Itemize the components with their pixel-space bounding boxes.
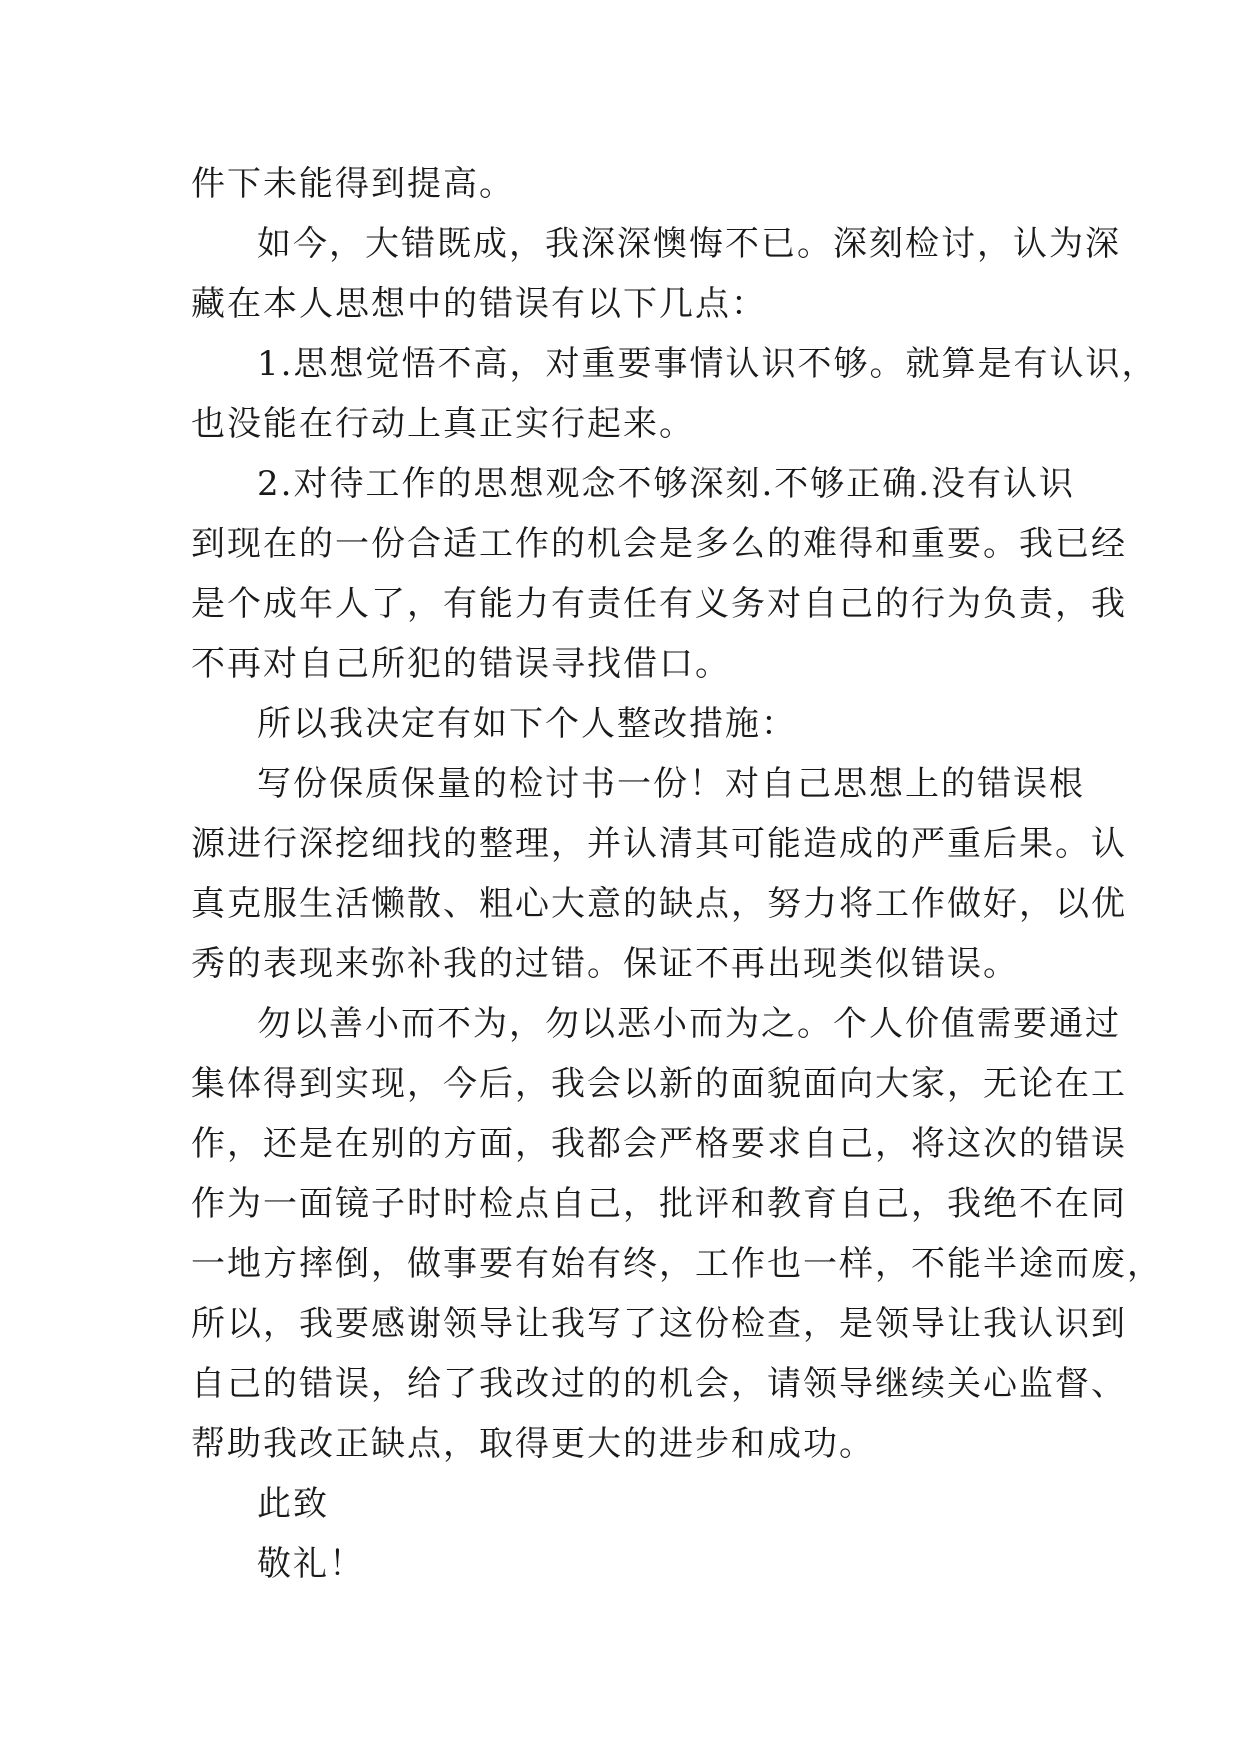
list-item-2-line: 2.对待工作的思想观念不够深刻.不够正确.没有认识 (257, 464, 1076, 504)
paragraph-start-line: 勿以善小而不为，勿以恶小而为之。个人价值需要通过 (257, 1004, 1121, 1044)
text-line: 也没能在行动上真正实行起来。 (191, 404, 695, 444)
closing-regards: 敬礼！ (257, 1544, 365, 1584)
paragraph-start-line: 如今，大错既成，我深深懊悔不已。深刻检讨，认为深 (257, 224, 1121, 264)
list-item-1-line: 1.思想觉悟不高，对重要事情认识不够。就算是有认识， (257, 344, 1158, 384)
text-line: 件下未能得到提高。 (191, 164, 515, 204)
text-line: 作为一面镜子时时检点自己，批评和教育自己，我绝不在同 (191, 1184, 1127, 1224)
text-line: 自己的错误，给了我改过的的机会，请领导继续关心监督、 (191, 1364, 1127, 1404)
text-line: 一地方摔倒，做事要有始有终，工作也一样，不能半途而废， (191, 1244, 1163, 1284)
text-line: 到现在的一份合适工作的机会是多么的难得和重要。我已经 (191, 524, 1127, 564)
text-line: 作，还是在别的方面，我都会严格要求自己，将这次的错误 (191, 1124, 1127, 1164)
text-line: 不再对自己所犯的错误寻找借口。 (191, 644, 731, 684)
text-line: 帮助我改正缺点，取得更大的进步和成功。 (191, 1424, 875, 1464)
paragraph-start-line: 写份保质保量的检讨书一份！对自己思想上的错误根 (257, 764, 1085, 804)
letter-body (191, 154, 1163, 1594)
text-line: 藏在本人思想中的错误有以下几点： (191, 284, 767, 324)
text-line: 集体得到实现，今后，我会以新的面貌面向大家，无论在工 (191, 1064, 1127, 1104)
text-line: 是个成年人了，有能力有责任有义务对自己的行为负责，我 (191, 584, 1127, 624)
text-line: 源进行深挖细找的整理，并认清其可能造成的严重后果。认 (191, 824, 1127, 864)
closing-salutation: 此致 (257, 1484, 329, 1524)
text-line: 所以，我要感谢领导让我写了这份检查，是领导让我认识到 (191, 1304, 1127, 1344)
text-line: 真克服生活懒散、粗心大意的缺点，努力将工作做好，以优 (191, 884, 1127, 924)
text-line: 秀的表现来弥补我的过错。保证不再出现类似错误。 (191, 944, 1019, 984)
paragraph-start-line: 所以我决定有如下个人整改措施： (257, 704, 797, 744)
